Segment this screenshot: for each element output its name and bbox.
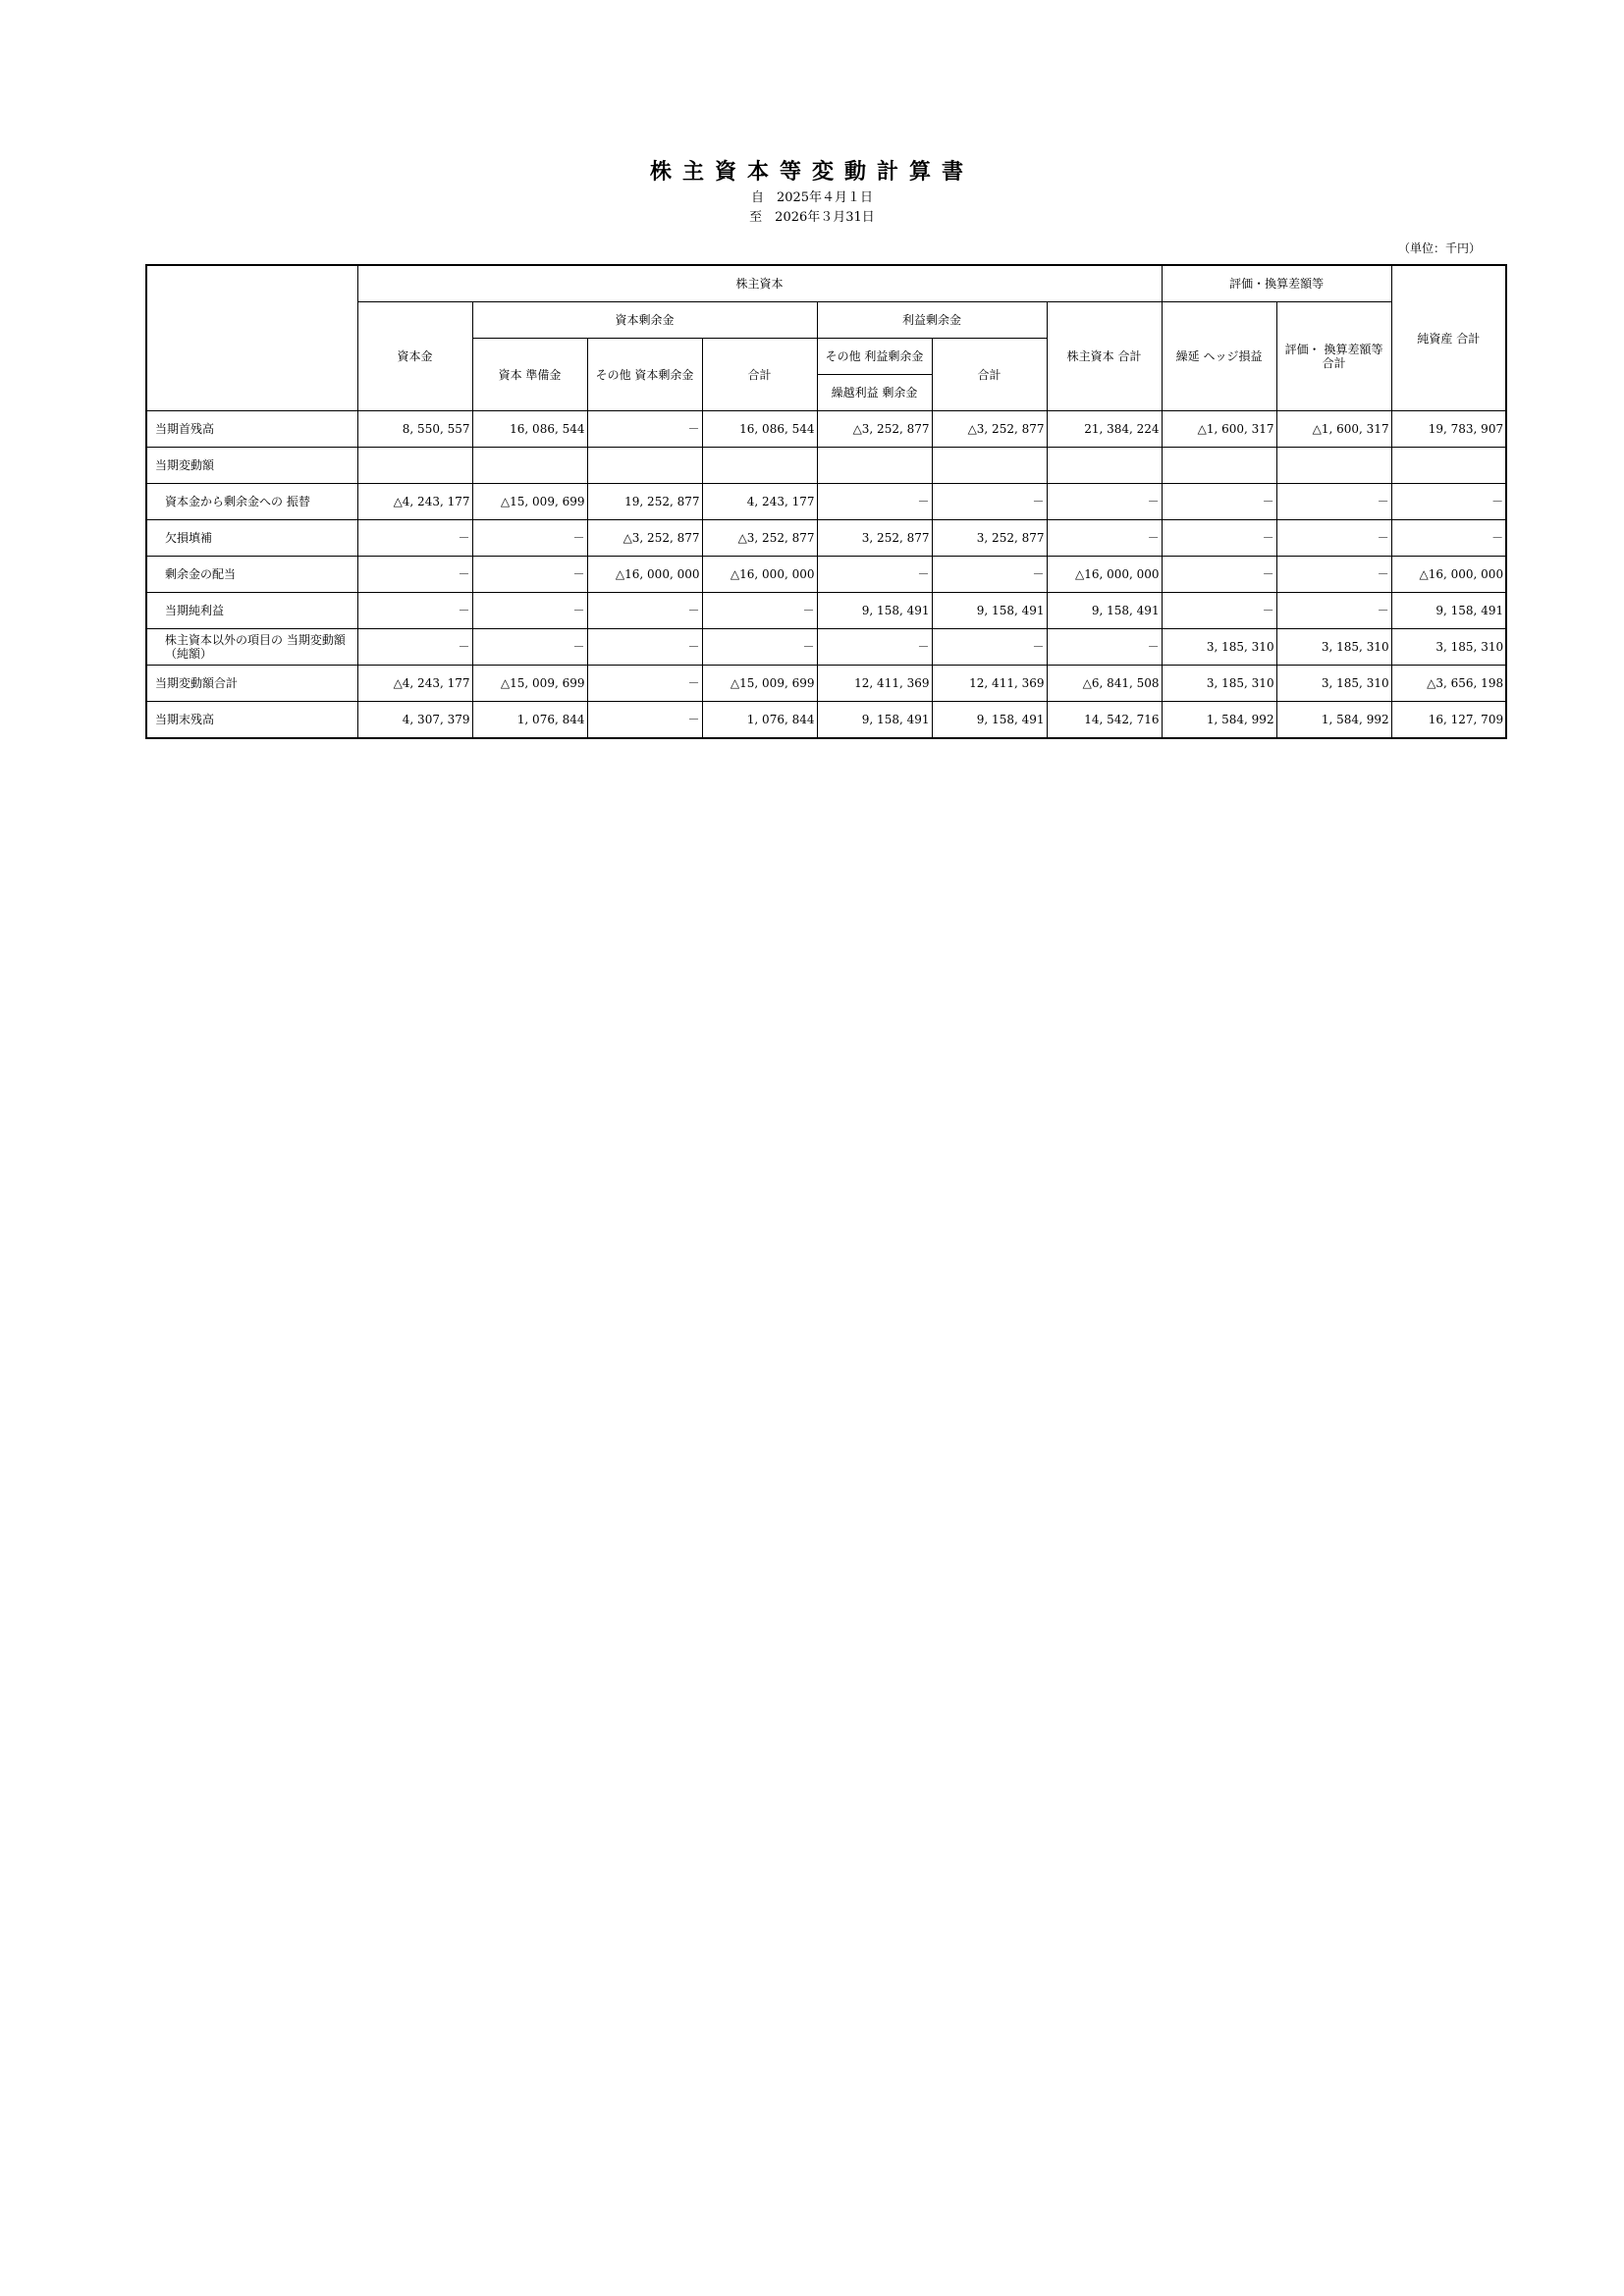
header-capital-reserve: 資本 準備金 — [472, 339, 587, 411]
table-cell: － — [1276, 593, 1391, 629]
table-cell: 1, 584, 992 — [1162, 702, 1276, 739]
table-cell: － — [1162, 557, 1276, 593]
header-capital-surplus: 資本剰余金 — [472, 302, 817, 339]
table-cell — [472, 448, 587, 484]
table-cell: － — [817, 629, 932, 666]
table-cell — [357, 448, 472, 484]
table-cell: △1, 600, 317 — [1276, 411, 1391, 448]
table-cell: 21, 384, 224 — [1047, 411, 1162, 448]
table-cell: △1, 600, 317 — [1162, 411, 1276, 448]
table-cell: － — [472, 593, 587, 629]
table-row — [146, 666, 1506, 702]
table-cell: △4, 243, 177 — [357, 666, 472, 702]
table-cell: － — [357, 629, 472, 666]
table-cell: 14, 542, 716 — [1047, 702, 1162, 739]
table-cell: － — [1391, 520, 1506, 557]
table-cell: － — [357, 593, 472, 629]
table-cell: － — [702, 593, 817, 629]
table-cell: 12, 411, 369 — [817, 666, 932, 702]
table-cell: 3, 185, 310 — [1276, 629, 1391, 666]
table-cell: △15, 009, 699 — [702, 666, 817, 702]
table-cell: 19, 783, 907 — [1391, 411, 1506, 448]
table-cell: － — [1047, 484, 1162, 520]
table-cell: △3, 252, 877 — [587, 520, 702, 557]
table-cell: － — [932, 484, 1047, 520]
table-cell: △6, 841, 508 — [1047, 666, 1162, 702]
header-capital-surplus-total: 合計 — [702, 339, 817, 411]
row-label: 当期変動額合計 — [146, 666, 357, 702]
table-cell: △16, 000, 000 — [1047, 557, 1162, 593]
table-cell: 3, 252, 877 — [817, 520, 932, 557]
table-cell: － — [587, 629, 702, 666]
table-cell: － — [1047, 520, 1162, 557]
table-cell: 9, 158, 491 — [817, 593, 932, 629]
table-cell: 16, 086, 544 — [472, 411, 587, 448]
table-cell — [1276, 448, 1391, 484]
document-title: 株主資本等変動計算書 — [649, 159, 974, 185]
header-retained-earnings: 利益剰余金 — [817, 302, 1047, 339]
header-other-retained-earnings: その他 利益剰余金 — [817, 339, 932, 375]
table-cell: 8, 550, 557 — [357, 411, 472, 448]
table-cell: △3, 656, 198 — [1391, 666, 1506, 702]
table-cell: 4, 243, 177 — [702, 484, 817, 520]
table-row — [146, 520, 1506, 557]
table-cell: 4, 307, 379 — [357, 702, 472, 739]
table-row — [146, 484, 1506, 520]
table-cell: － — [1162, 593, 1276, 629]
header-valuation-adjustments: 評価・換算差額等 — [1162, 265, 1391, 302]
table-cell: 9, 158, 491 — [932, 702, 1047, 739]
table-row — [146, 702, 1506, 739]
header-retained-earnings-brought-forward: 繰越利益 剰余金 — [817, 375, 932, 411]
table-cell: － — [932, 557, 1047, 593]
header-blank — [146, 265, 357, 411]
table-cell: 3, 185, 310 — [1162, 666, 1276, 702]
table-cell: 12, 411, 369 — [932, 666, 1047, 702]
table-cell: 9, 158, 491 — [817, 702, 932, 739]
table-cell: － — [1162, 484, 1276, 520]
header-net-assets-total: 純資産 合計 — [1391, 265, 1506, 411]
table-cell: △3, 252, 877 — [702, 520, 817, 557]
table-cell: 3, 185, 310 — [1276, 666, 1391, 702]
table-cell: － — [472, 520, 587, 557]
table-cell: △3, 252, 877 — [932, 411, 1047, 448]
table-cell: － — [1276, 520, 1391, 557]
unit-label: （単位：千円） — [1397, 241, 1481, 255]
row-label: 当期変動額 — [146, 448, 357, 484]
table-row — [146, 593, 1506, 629]
table-cell: － — [472, 629, 587, 666]
row-label: 剰余金の配当 — [146, 557, 357, 593]
table-cell: － — [817, 484, 932, 520]
header-other-capital-surplus: その他 資本剰余金 — [587, 339, 702, 411]
table-cell: － — [587, 411, 702, 448]
table-cell — [1391, 448, 1506, 484]
table-cell: － — [932, 629, 1047, 666]
table-cell — [587, 448, 702, 484]
table-cell: 1, 584, 992 — [1276, 702, 1391, 739]
header-deferred-hedge: 繰延 ヘッジ損益 — [1162, 302, 1276, 411]
row-label: 欠損填補 — [146, 520, 357, 557]
table-cell: － — [1391, 484, 1506, 520]
row-label: 当期末残高 — [146, 702, 357, 739]
row-label: 資本金から剰余金への 振替 — [146, 484, 357, 520]
table-cell: △3, 252, 877 — [817, 411, 932, 448]
table-cell: △16, 000, 000 — [587, 557, 702, 593]
table-cell: 9, 158, 491 — [1047, 593, 1162, 629]
table-cell: 3, 185, 310 — [1391, 629, 1506, 666]
header-shareholders-equity: 株主資本 — [357, 265, 1162, 302]
table-cell: △16, 000, 000 — [1391, 557, 1506, 593]
table-cell: △16, 000, 000 — [702, 557, 817, 593]
table-cell: － — [1276, 484, 1391, 520]
equity-statement-table — [145, 264, 1507, 739]
table-cell: 3, 185, 310 — [1162, 629, 1276, 666]
table-cell — [1047, 448, 1162, 484]
row-label: 株主資本以外の項目の 当期変動額（純額） — [146, 629, 357, 666]
table-cell: 9, 158, 491 — [1391, 593, 1506, 629]
table-cell: △4, 243, 177 — [357, 484, 472, 520]
table-cell: － — [702, 629, 817, 666]
table-cell — [817, 448, 932, 484]
table-cell: － — [472, 557, 587, 593]
table-cell: － — [1276, 557, 1391, 593]
table-cell: － — [357, 520, 472, 557]
row-label: 当期首残高 — [146, 411, 357, 448]
table-cell — [1162, 448, 1276, 484]
table-cell: 19, 252, 877 — [587, 484, 702, 520]
table-row — [146, 629, 1506, 666]
table-cell: 3, 252, 877 — [932, 520, 1047, 557]
table-cell: － — [1162, 520, 1276, 557]
header-retained-earnings-total: 合計 — [932, 339, 1047, 411]
table-cell: 1, 076, 844 — [702, 702, 817, 739]
table-cell: 16, 086, 544 — [702, 411, 817, 448]
header-shareholders-equity-total: 株主資本 合計 — [1047, 302, 1162, 411]
table-cell: － — [1047, 629, 1162, 666]
table-row — [146, 448, 1506, 484]
period-to: 至 2026年３月31日 — [749, 210, 875, 225]
table-cell: 1, 076, 844 — [472, 702, 587, 739]
table-cell: － — [817, 557, 932, 593]
table-cell — [702, 448, 817, 484]
table-cell — [932, 448, 1047, 484]
header-capital-stock: 資本金 — [357, 302, 472, 411]
table-row — [146, 557, 1506, 593]
table-cell: △15, 009, 699 — [472, 666, 587, 702]
period-from: 自 2025年４月１日 — [750, 190, 874, 205]
table-cell: 9, 158, 491 — [932, 593, 1047, 629]
table-cell: 16, 127, 709 — [1391, 702, 1506, 739]
header-valuation-total: 評価・ 換算差額等 合計 — [1276, 302, 1391, 411]
table-cell: － — [587, 666, 702, 702]
table-row — [146, 411, 1506, 448]
table-cell: － — [587, 593, 702, 629]
row-label: 当期純利益 — [146, 593, 357, 629]
table-cell: △15, 009, 699 — [472, 484, 587, 520]
table-cell: － — [357, 557, 472, 593]
table-cell: － — [587, 702, 702, 739]
